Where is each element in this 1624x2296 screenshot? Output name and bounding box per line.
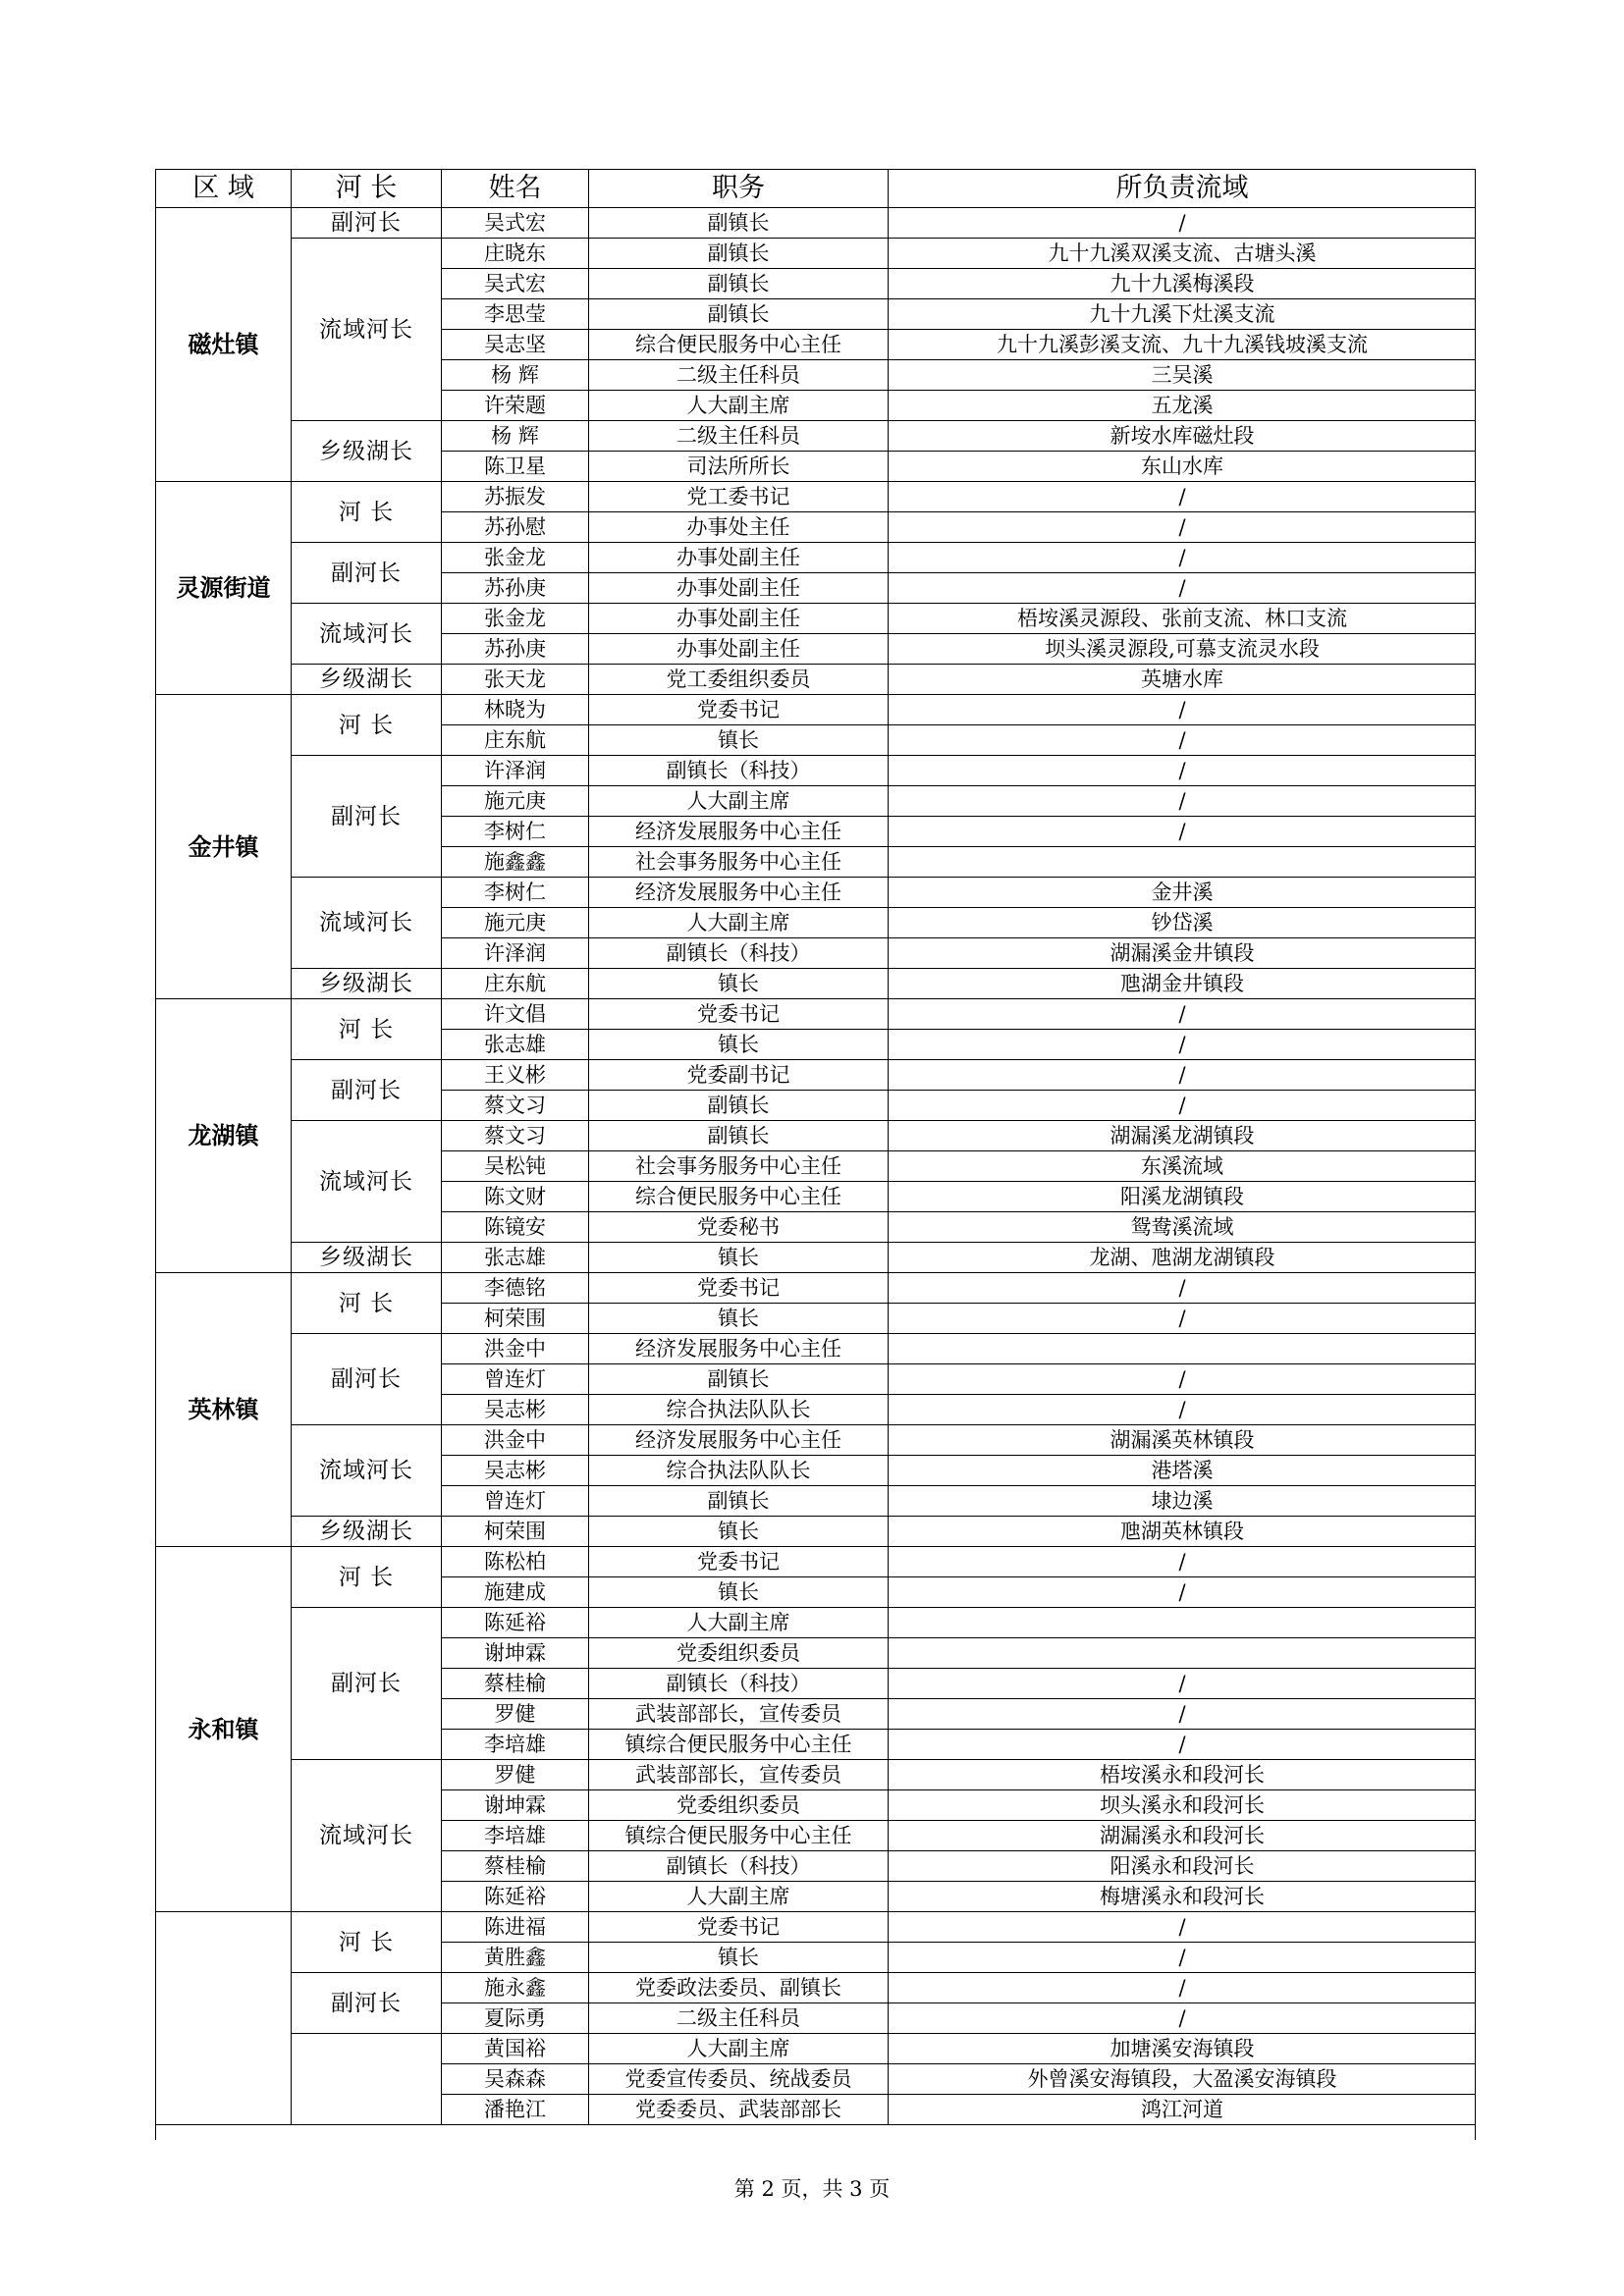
header-watershed: 所负责流域 [889, 170, 1477, 208]
position-cell: 副镇长 [589, 1486, 889, 1517]
position-cell: 综合执法队队长 [589, 1456, 889, 1486]
region-cell: 灵源街道 [156, 482, 292, 695]
position-cell: 党委书记 [589, 695, 889, 725]
position-cell: 二级主任科员 [589, 2003, 889, 2034]
name-cell: 苏振发 [442, 482, 589, 512]
name-cell: 柯荣围 [442, 1304, 589, 1334]
watershed-cell: / [889, 2003, 1477, 2034]
name-cell: 陈延裕 [442, 1882, 589, 1912]
name-cell: 庄东航 [442, 969, 589, 999]
position-cell: 副镇长 [589, 299, 889, 330]
position-cell: 人大副主席 [589, 908, 889, 938]
watershed-cell: 加塘溪安海镇段 [889, 2034, 1477, 2064]
position-cell: 镇长 [589, 1030, 889, 1060]
region-cell: 龙湖镇 [156, 999, 292, 1273]
watershed-cell: 湖漏溪龙湖镇段 [889, 1121, 1477, 1151]
chief-type-cell: 乡级湖长 [292, 1243, 442, 1273]
table-body [156, 208, 1477, 2125]
name-cell: 张志雄 [442, 1243, 589, 1273]
position-cell: 党委宣传委员、统战委员 [589, 2064, 889, 2095]
region-cell: 永和镇 [156, 1547, 292, 1912]
name-cell: 施元庚 [442, 908, 589, 938]
position-cell: 副镇长（科技） [589, 938, 889, 969]
name-cell: 施元庚 [442, 786, 589, 817]
watershed-cell: / [889, 1273, 1477, 1304]
table-header-row [156, 170, 1477, 208]
position-cell: 党委组织委员 [589, 1790, 889, 1821]
position-cell: 办事处副主任 [589, 573, 889, 604]
table-row [156, 1760, 1477, 1790]
table-row [156, 756, 1477, 786]
watershed-cell: 英塘水库 [889, 665, 1477, 695]
position-cell: 镇长 [589, 1577, 889, 1608]
watershed-cell: 九十九溪梅溪段 [889, 269, 1477, 299]
name-cell: 谢坤霖 [442, 1790, 589, 1821]
watershed-cell: 阳溪龙湖镇段 [889, 1182, 1477, 1212]
position-cell: 人大副主席 [589, 1882, 889, 1912]
name-cell: 谢坤霖 [442, 1638, 589, 1669]
watershed-cell: 虺湖金井镇段 [889, 969, 1477, 999]
watershed-cell: 虺湖英林镇段 [889, 1517, 1477, 1547]
table-row [156, 482, 1477, 512]
position-cell: 副镇长（科技） [589, 1851, 889, 1882]
watershed-cell: / [889, 1364, 1477, 1395]
chief-type-cell: 乡级湖长 [292, 969, 442, 999]
watershed-cell: 九十九溪彭溪支流、九十九溪钱坡溪支流 [889, 330, 1477, 360]
name-cell: 王义彬 [442, 1060, 589, 1091]
chief-type-cell: 河 长 [292, 1273, 442, 1334]
watershed-cell: / [889, 1669, 1477, 1699]
position-cell: 人大副主席 [589, 1608, 889, 1638]
name-cell: 张金龙 [442, 543, 589, 573]
chief-type-cell: 副河长 [292, 1060, 442, 1121]
watershed-cell: 湖漏溪永和段河长 [889, 1821, 1477, 1851]
name-cell: 柯荣围 [442, 1517, 589, 1547]
watershed-cell: 鸳鸯溪流域 [889, 1212, 1477, 1243]
river-chief-table-sheet [155, 169, 1476, 2140]
watershed-cell: / [889, 1395, 1477, 1425]
table-row [156, 604, 1477, 634]
watershed-cell: 坝头溪永和段河长 [889, 1790, 1477, 1821]
table-row [156, 1273, 1477, 1304]
name-cell: 施鑫鑫 [442, 847, 589, 878]
table-row [156, 878, 1477, 908]
name-cell: 许泽润 [442, 756, 589, 786]
name-cell: 林晓为 [442, 695, 589, 725]
table-row [156, 665, 1477, 695]
position-cell: 综合便民服务中心主任 [589, 1182, 889, 1212]
position-cell: 副镇长 [589, 208, 889, 239]
watershed-cell: 坝头溪灵源段,可慕支流灵水段 [889, 634, 1477, 665]
table-row [156, 421, 1477, 452]
position-cell: 党委委员、武装部部长 [589, 2095, 889, 2125]
position-cell: 副镇长 [589, 269, 889, 299]
watershed-cell: 港塔溪 [889, 1456, 1477, 1486]
position-cell: 镇长 [589, 1517, 889, 1547]
watershed-cell: / [889, 1912, 1477, 1943]
position-cell: 武装部部长，宣传委员 [589, 1760, 889, 1790]
table-row [156, 239, 1477, 269]
table-row [156, 1121, 1477, 1151]
table-row [156, 1517, 1477, 1547]
watershed-cell: 外曾溪安海镇段，大盈溪安海镇段 [889, 2064, 1477, 2095]
position-cell: 办事处副主任 [589, 543, 889, 573]
table-row [156, 999, 1477, 1030]
name-cell: 洪金中 [442, 1334, 589, 1364]
name-cell: 杨 辉 [442, 360, 589, 391]
watershed-cell: 湖漏溪金井镇段 [889, 938, 1477, 969]
chief-type-cell: 河 长 [292, 482, 442, 543]
position-cell: 党委秘书 [589, 1212, 889, 1243]
chief-type-cell: 乡级湖长 [292, 1517, 442, 1547]
name-cell: 许荣题 [442, 391, 589, 421]
name-cell: 陈卫星 [442, 452, 589, 482]
watershed-cell: / [889, 817, 1477, 847]
name-cell: 陈文财 [442, 1182, 589, 1212]
chief-type-cell: 流域河长 [292, 239, 442, 421]
name-cell: 夏际勇 [442, 2003, 589, 2034]
position-cell: 司法所所长 [589, 452, 889, 482]
chief-type-cell: 河 长 [292, 1547, 442, 1608]
chief-type-cell: 副河长 [292, 1334, 442, 1425]
watershed-cell: 鸿江河道 [889, 2095, 1477, 2125]
table-row [156, 2034, 1477, 2064]
watershed-cell: 阳溪永和段河长 [889, 1851, 1477, 1882]
table-row [156, 969, 1477, 999]
watershed-cell: / [889, 1973, 1477, 2003]
watershed-cell: 湖漏溪英林镇段 [889, 1425, 1477, 1456]
name-cell: 罗健 [442, 1699, 589, 1730]
region-cell: 金井镇 [156, 695, 292, 999]
watershed-cell: 钞岱溪 [889, 908, 1477, 938]
header-region: 区 域 [156, 170, 292, 208]
header-name: 姓名 [442, 170, 589, 208]
chief-type-cell: 流域河长 [292, 1760, 442, 1912]
position-cell: 人大副主席 [589, 786, 889, 817]
watershed-cell [889, 1334, 1477, 1364]
position-cell: 副镇长 [589, 1091, 889, 1121]
name-cell: 施永鑫 [442, 1973, 589, 2003]
watershed-cell: 金井溪 [889, 878, 1477, 908]
name-cell: 曾连灯 [442, 1364, 589, 1395]
position-cell: 二级主任科员 [589, 360, 889, 391]
position-cell: 社会事务服务中心主任 [589, 847, 889, 878]
position-cell: 二级主任科员 [589, 421, 889, 452]
position-cell: 党委书记 [589, 1912, 889, 1943]
watershed-cell: / [889, 1577, 1477, 1608]
river-chief-table [155, 169, 1476, 2125]
chief-type-cell: 河 长 [292, 1912, 442, 1973]
watershed-cell: / [889, 1730, 1477, 1760]
watershed-cell: 埭边溪 [889, 1486, 1477, 1517]
watershed-cell: 五龙溪 [889, 391, 1477, 421]
chief-type-cell: 副河长 [292, 756, 442, 878]
name-cell: 杨 辉 [442, 421, 589, 452]
chief-type-cell: 流域河长 [292, 604, 442, 665]
name-cell: 陈镜安 [442, 1212, 589, 1243]
watershed-cell: / [889, 999, 1477, 1030]
position-cell: 经济发展服务中心主任 [589, 1425, 889, 1456]
name-cell: 李树仁 [442, 878, 589, 908]
position-cell: 党委政法委员、副镇长 [589, 1973, 889, 2003]
position-cell: 副镇长 [589, 239, 889, 269]
watershed-cell: 九十九溪双溪支流、古塘头溪 [889, 239, 1477, 269]
name-cell: 李树仁 [442, 817, 589, 847]
name-cell: 施建成 [442, 1577, 589, 1608]
position-cell: 党工委书记 [589, 482, 889, 512]
position-cell: 办事处主任 [589, 512, 889, 543]
region-cell: 英林镇 [156, 1273, 292, 1547]
name-cell: 吴志彬 [442, 1456, 589, 1486]
name-cell: 李培雄 [442, 1730, 589, 1760]
position-cell: 办事处副主任 [589, 604, 889, 634]
name-cell: 许文倡 [442, 999, 589, 1030]
watershed-cell [889, 847, 1477, 878]
name-cell: 黄胜鑫 [442, 1943, 589, 1973]
watershed-cell: / [889, 512, 1477, 543]
name-cell: 蔡桂榆 [442, 1851, 589, 1882]
position-cell: 综合执法队队长 [589, 1395, 889, 1425]
position-cell: 党委副书记 [589, 1060, 889, 1091]
table-row [156, 1060, 1477, 1091]
name-cell: 吴松钝 [442, 1151, 589, 1182]
watershed-cell: / [889, 786, 1477, 817]
name-cell: 吴式宏 [442, 269, 589, 299]
region-cell: 磁灶镇 [156, 208, 292, 482]
watershed-cell: 梧垵溪永和段河长 [889, 1760, 1477, 1790]
position-cell: 人大副主席 [589, 2034, 889, 2064]
position-cell: 镇综合便民服务中心主任 [589, 1730, 889, 1760]
position-cell: 镇长 [589, 725, 889, 756]
position-cell: 武装部部长，宣传委员 [589, 1699, 889, 1730]
name-cell: 吴森森 [442, 2064, 589, 2095]
watershed-cell: / [889, 543, 1477, 573]
watershed-cell: / [889, 1547, 1477, 1577]
chief-type-cell: 河 长 [292, 695, 442, 756]
chief-type-cell: 乡级湖长 [292, 421, 442, 482]
position-cell: 镇综合便民服务中心主任 [589, 1821, 889, 1851]
name-cell: 苏孙慰 [442, 512, 589, 543]
position-cell: 党工委组织委员 [589, 665, 889, 695]
watershed-cell: 新垵水库磁灶段 [889, 421, 1477, 452]
name-cell: 张天龙 [442, 665, 589, 695]
watershed-cell: / [889, 1699, 1477, 1730]
name-cell: 蔡文习 [442, 1121, 589, 1151]
watershed-cell: / [889, 208, 1477, 239]
table-row [156, 1547, 1477, 1577]
table-row [156, 1973, 1477, 2003]
name-cell: 罗健 [442, 1760, 589, 1790]
chief-type-cell: 副河长 [292, 208, 442, 239]
watershed-cell: / [889, 756, 1477, 786]
name-cell: 李培雄 [442, 1821, 589, 1851]
header-chief-type: 河 长 [292, 170, 442, 208]
position-cell: 人大副主席 [589, 391, 889, 421]
name-cell: 吴式宏 [442, 208, 589, 239]
watershed-cell: / [889, 1304, 1477, 1334]
watershed-cell: 梧垵溪灵源段、张前支流、林口支流 [889, 604, 1477, 634]
name-cell: 吴志彬 [442, 1395, 589, 1425]
name-cell: 张金龙 [442, 604, 589, 634]
name-cell: 许泽润 [442, 938, 589, 969]
name-cell: 潘艳江 [442, 2095, 589, 2125]
watershed-cell: 龙湖、虺湖龙湖镇段 [889, 1243, 1477, 1273]
chief-type-cell: 流域河长 [292, 878, 442, 969]
position-cell: 党委组织委员 [589, 1638, 889, 1669]
chief-type-cell: 副河长 [292, 1608, 442, 1760]
watershed-cell: 三吴溪 [889, 360, 1477, 391]
position-cell: 副镇长 [589, 1364, 889, 1395]
table-row [156, 1334, 1477, 1364]
chief-type-cell: 流域河长 [292, 1121, 442, 1243]
name-cell: 曾连灯 [442, 1486, 589, 1517]
name-cell: 蔡桂榆 [442, 1669, 589, 1699]
name-cell: 苏孙庚 [442, 573, 589, 604]
position-cell: 经济发展服务中心主任 [589, 878, 889, 908]
chief-type-cell: 河 长 [292, 999, 442, 1060]
name-cell: 洪金中 [442, 1425, 589, 1456]
position-cell: 镇长 [589, 1943, 889, 1973]
table-row [156, 1912, 1477, 1943]
table-row [156, 208, 1477, 239]
position-cell: 社会事务服务中心主任 [589, 1151, 889, 1182]
table-row [156, 695, 1477, 725]
position-cell: 副镇长（科技） [589, 1669, 889, 1699]
name-cell: 苏孙庚 [442, 634, 589, 665]
position-cell: 镇长 [589, 1243, 889, 1273]
position-cell: 办事处副主任 [589, 634, 889, 665]
watershed-cell: / [889, 695, 1477, 725]
watershed-cell: 东溪流域 [889, 1151, 1477, 1182]
watershed-cell: 东山水库 [889, 452, 1477, 482]
table-row [156, 543, 1477, 573]
watershed-cell [889, 1638, 1477, 1669]
chief-type-cell [292, 2034, 442, 2125]
watershed-cell: 九十九溪下灶溪支流 [889, 299, 1477, 330]
position-cell: 综合便民服务中心主任 [589, 330, 889, 360]
chief-type-cell: 副河长 [292, 1973, 442, 2034]
position-cell: 副镇长（科技） [589, 756, 889, 786]
watershed-cell: / [889, 1943, 1477, 1973]
position-cell: 经济发展服务中心主任 [589, 1334, 889, 1364]
position-cell: 副镇长 [589, 1121, 889, 1151]
page-footer: 第 2 页，共 3 页 [733, 2177, 891, 2201]
position-cell: 党委书记 [589, 1273, 889, 1304]
watershed-cell: 梅塘溪永和段河长 [889, 1882, 1477, 1912]
name-cell: 陈延裕 [442, 1608, 589, 1638]
name-cell: 张志雄 [442, 1030, 589, 1060]
watershed-cell: / [889, 482, 1477, 512]
watershed-cell: / [889, 1030, 1477, 1060]
watershed-cell: / [889, 725, 1477, 756]
watershed-cell: / [889, 1091, 1477, 1121]
position-cell: 镇长 [589, 969, 889, 999]
watershed-cell [889, 1608, 1477, 1638]
position-cell: 党委书记 [589, 1547, 889, 1577]
name-cell: 李思莹 [442, 299, 589, 330]
name-cell: 蔡文习 [442, 1091, 589, 1121]
header-position: 职务 [589, 170, 889, 208]
position-cell: 党委书记 [589, 999, 889, 1030]
table-row [156, 1608, 1477, 1638]
position-cell: 经济发展服务中心主任 [589, 817, 889, 847]
name-cell: 庄东航 [442, 725, 589, 756]
table-row [156, 1243, 1477, 1273]
name-cell: 陈松柏 [442, 1547, 589, 1577]
region-cell [156, 1912, 292, 2125]
table-row [156, 1425, 1477, 1456]
chief-type-cell: 副河长 [292, 543, 442, 604]
name-cell: 李德铭 [442, 1273, 589, 1304]
watershed-cell: / [889, 1060, 1477, 1091]
name-cell: 陈进福 [442, 1912, 589, 1943]
name-cell: 庄晓东 [442, 239, 589, 269]
name-cell: 吴志坚 [442, 330, 589, 360]
chief-type-cell: 流域河长 [292, 1425, 442, 1517]
position-cell: 镇长 [589, 1304, 889, 1334]
name-cell: 黄国裕 [442, 2034, 589, 2064]
watershed-cell: / [889, 573, 1477, 604]
chief-type-cell: 乡级湖长 [292, 665, 442, 695]
